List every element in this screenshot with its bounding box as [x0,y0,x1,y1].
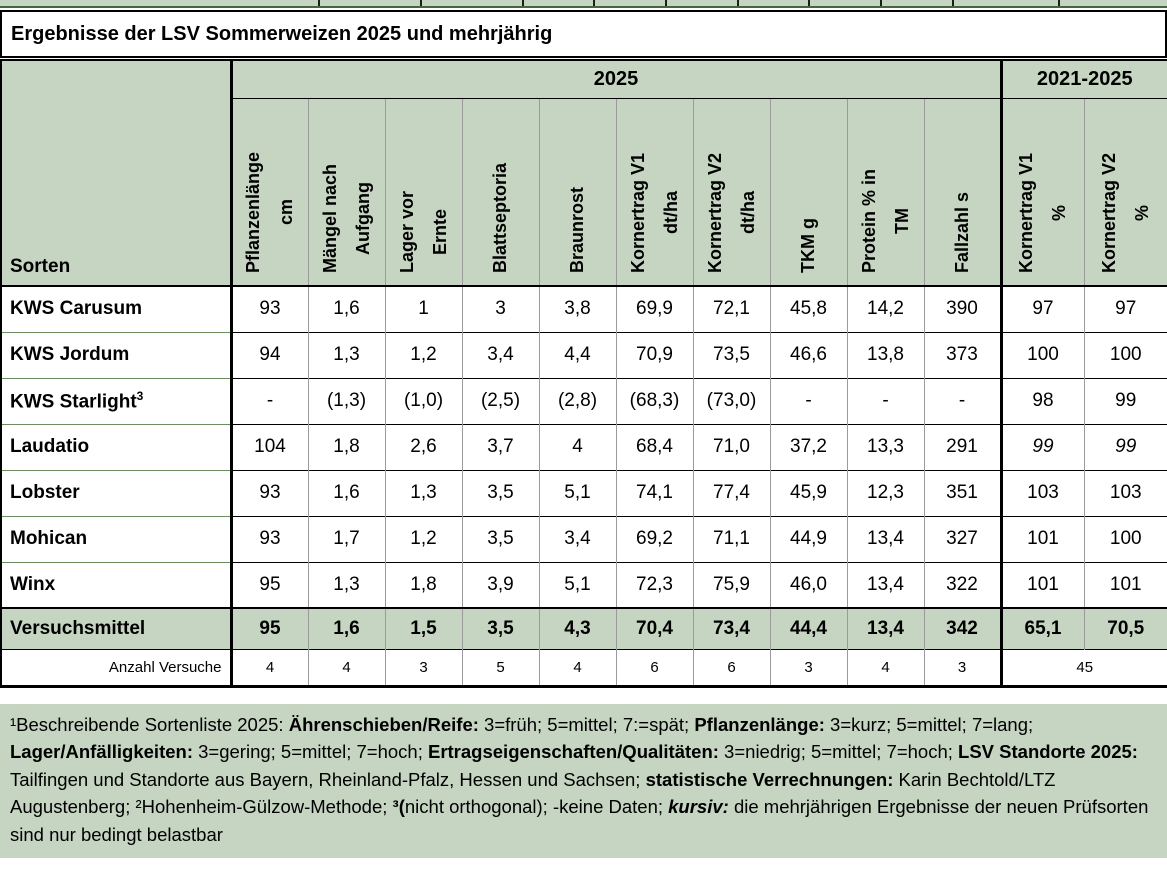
value-cell: 342 [924,608,1001,649]
footnote-segment: Ährenschieben/Reife: [288,713,479,735]
value-cell: 95 [231,562,308,608]
value-cell: - [924,378,1001,424]
value-cell: 101 [1001,516,1084,562]
rotated-header-text: Protein % in TM [858,168,912,273]
page-title: Ergebnisse der LSV Sommerweizen 2025 und mehrjährig [11,22,553,45]
variety-row-lobster [1,470,1167,516]
value-cell: (2,8) [539,378,616,424]
value-cell: 72,1 [693,286,770,332]
value-cell: 100 [1084,516,1167,562]
value-cell: 73,4 [693,608,770,649]
value-cell: 97 [1084,286,1167,332]
top-strip-tick [318,0,320,6]
value-cell: 2,6 [385,424,462,470]
footnote-segment: 3=gering; 5=mittel; 7=hoch; [192,741,428,762]
value-cell: (1,3) [308,378,385,424]
value-cell: 99 [1001,424,1084,470]
count-row-anzahl-versuche [1,649,1167,686]
value-cell: 12,3 [847,470,924,516]
variety-row-laudatio [1,424,1167,470]
value-cell: - [770,378,847,424]
value-cell: 3,5 [462,608,539,649]
value-cell: 1,3 [308,332,385,378]
value-cell: 3,5 [462,516,539,562]
value-cell: 3,4 [539,516,616,562]
column-header-lager-vor-ernte [385,98,462,286]
variety-row-winx [1,562,1167,608]
value-cell: 1,3 [385,470,462,516]
rotated-header-text: Kornertrag V1 dt/ha [627,152,681,273]
rotated-header-text: Lager vor Ernte [396,190,450,273]
value-cell: - [847,378,924,424]
value-cell: 5,1 [539,562,616,608]
value-cell: 373 [924,332,1001,378]
footnote-segment: Lager/Anfälligkeiten: [10,741,193,762]
value-cell: 45,8 [770,286,847,332]
column-header-pflanzenlaenge-cm [231,98,308,286]
value-cell: (73,0) [693,378,770,424]
value-cell: 327 [924,516,1001,562]
column-header-blattseptoria [462,98,539,286]
value-cell: 13,4 [847,608,924,649]
value-cell: 100 [1001,332,1084,378]
value-cell: 73,5 [693,332,770,378]
value-cell: 94 [231,332,308,378]
top-strip-tick [665,0,667,6]
footnote [0,704,1167,859]
count-label: Anzahl Versuche [1,649,231,686]
value-cell: 99 [1084,378,1167,424]
top-strip-tick [737,0,739,6]
value-cell: 69,9 [616,286,693,332]
rotated-header-text: Kornertrag V2 % [1098,152,1152,273]
value-cell: 104 [231,424,308,470]
value-cell: 37,2 [770,424,847,470]
value-cell: 3,4 [462,332,539,378]
variety-name: KWS Carusum [1,286,231,332]
value-cell: 4 [539,424,616,470]
value-cell: 46,6 [770,332,847,378]
value-cell: (2,5) [462,378,539,424]
value-cell: 93 [231,286,308,332]
variety-row-mohican [1,516,1167,562]
top-strip-tick [1058,0,1060,6]
footnote-segment: Ertragseigenschaften/Qualitäten: [427,741,719,762]
rotated-header-text: Pflanzenlänge cm [243,151,296,273]
sorten-label: Sorten [10,256,71,277]
value-cell: 1,2 [385,516,462,562]
column-header-kornertrag-v2-pct [1084,98,1167,286]
value-cell: 72,3 [616,562,693,608]
value-cell: 6 [693,649,770,686]
top-strip-tick [593,0,595,6]
rotated-header-text: Mängel nach Aufgang [319,163,373,273]
value-cell: 3,5 [462,470,539,516]
value-cell: 13,4 [847,562,924,608]
footnote-segment: Karin Bechtold/LTZ Augustenberg; ²Hohenheim-Gülzow-Methode; [10,768,1056,817]
footnote-segment: LSV Standorte 2025: [958,741,1138,762]
value-cell: 291 [924,424,1001,470]
value-cell: 1,3 [308,562,385,608]
title-bar [0,10,1167,58]
variety-name: KWS Jordum [1,332,231,378]
variety-name: Winx [1,562,231,608]
variety-name: Laudatio [1,424,231,470]
value-cell: 4 [847,649,924,686]
value-cell: 69,2 [616,516,693,562]
value-cell: 77,4 [693,470,770,516]
column-header-kornertrag-v1-dt-ha [616,98,693,286]
value-cell: 70,5 [1084,608,1167,649]
value-cell: 45,9 [770,470,847,516]
variety-name: KWS Starlight$^3$ [1,378,231,424]
group-header-row [1,60,1167,98]
value-cell: 14,2 [847,286,924,332]
value-cell: 74,1 [616,470,693,516]
column-header-braunrost [539,98,616,286]
value-cell: 3 [462,286,539,332]
value-cell: 46,0 [770,562,847,608]
value-cell: 70,9 [616,332,693,378]
value-cell: 1,7 [308,516,385,562]
value-cell: 70,4 [616,608,693,649]
footnote-segment: kursiv: [668,796,729,817]
value-cell: 13,3 [847,424,924,470]
value-cell: 4,4 [539,332,616,378]
results-table [0,59,1167,688]
rotated-header-text: Kornertrag V2 dt/ha [704,152,758,273]
value-cell: 1,6 [308,286,385,332]
column-header-maengel-nach-aufgang [308,98,385,286]
value-cell: 1,5 [385,608,462,649]
top-strip-tick [808,0,810,6]
value-cell: 351 [924,470,1001,516]
value-cell: 4 [231,649,308,686]
variety-row-kws-carusum [1,286,1167,332]
footnote-segment: statistische Verrechnungen: [645,768,894,790]
column-header-protein-pct-in-tm [847,98,924,286]
top-strip-tick [522,0,524,6]
top-strip [0,0,1167,8]
value-cell: 1,8 [308,424,385,470]
value-cell: (1,0) [385,378,462,424]
value-cell: 95 [231,608,308,649]
value-cell: 5,1 [539,470,616,516]
value-cell: 3,9 [462,562,539,608]
value-cell: 99 [1084,424,1167,470]
value-cell: 6 [616,649,693,686]
value-cell: 93 [231,516,308,562]
rotated-header-text: Blattseptoria [490,162,510,273]
group-header-2025: 2025 [231,60,1001,98]
value-cell: - [231,378,308,424]
value-cell: 3,7 [462,424,539,470]
value-cell: 101 [1001,562,1084,608]
value-cell: 3 [770,649,847,686]
value-cell: 68,4 [616,424,693,470]
footnote-segment: ¹Beschreibende Sortenliste 2025: [10,713,289,735]
summary-label: Versuchsmittel [1,608,231,649]
value-cell: 4 [308,649,385,686]
rotated-header-text: Kornertrag V1 % [1016,152,1069,273]
value-cell: 1,6 [308,470,385,516]
value-cell: 13,4 [847,516,924,562]
summary-row-versuchsmittel [1,608,1167,649]
rotated-header-text: Braunrost [567,186,587,273]
value-cell: 103 [1084,470,1167,516]
footnote-segment: 3=früh; 5=mittel; 7:=spät; [478,713,695,735]
value-cell: 1,8 [385,562,462,608]
value-cell: 71,1 [693,516,770,562]
value-cell: 13,8 [847,332,924,378]
value-cell: 71,0 [693,424,770,470]
variety-row-kws-starlight [1,378,1167,424]
column-header-tkm-g [770,98,847,286]
value-cell: 101 [1084,562,1167,608]
column-header-kornertrag-v1-pct [1001,98,1084,286]
value-cell: (68,3) [616,378,693,424]
value-cell: 1,2 [385,332,462,378]
top-strip-tick [420,0,422,6]
footnote-segment: Pflanzenlänge: [694,713,825,735]
variety-row-kws-jordum [1,332,1167,378]
value-cell: 1 [385,286,462,332]
value-cell: 100 [1084,332,1167,378]
value-cell: 322 [924,562,1001,608]
variety-name: Lobster [1,470,231,516]
value-cell: 65,1 [1001,608,1084,649]
rotated-header-text: Fallzahl s [951,191,972,273]
value-cell: 4 [539,649,616,686]
value-cell: 97 [1001,286,1084,332]
value-cell: 44,9 [770,516,847,562]
value-cell: 44,4 [770,608,847,649]
value-cell: 5 [462,649,539,686]
value-cell: 3,8 [539,286,616,332]
column-header-sorten [1,60,231,286]
footnote-segment: Tailfingen und Standorte aus Bayern, Rheinland-Pfalz, Hessen und Sachsen; [10,768,646,790]
top-strip-tick [952,0,954,6]
footnote-segment: nicht orthogonal); -keine Daten; [404,796,669,817]
value-cell: 1,6 [308,608,385,649]
value-cell: 75,9 [693,562,770,608]
top-strip-tick [880,0,882,6]
value-cell: 98 [1001,378,1084,424]
column-header-fallzahl-s [924,98,1001,286]
group-header-2021-2025: 2021-2025 [1001,60,1167,98]
footnote-segment: 3=niedrig; 5=mittel; 7=hoch; [718,741,959,762]
value-cell: 390 [924,286,1001,332]
count-combined: 45 [1001,649,1167,686]
value-cell: 103 [1001,470,1084,516]
column-header-kornertrag-v2-dt-ha [693,98,770,286]
rotated-header-text: TKM g [798,218,818,273]
value-cell: 3 [385,649,462,686]
footnote-segment: die mehrjährigen Ergebnisse der neuen Prüfsorten sind nur bedingt belastbar [10,796,1149,845]
value-cell: 93 [231,470,308,516]
value-cell: 3 [924,649,1001,686]
variety-name: Mohican [1,516,231,562]
footnote-segment: ³( [392,796,405,817]
value-cell: 4,3 [539,608,616,649]
footnote-segment: 3=kurz; 5=mittel; 7=lang; [824,713,1034,735]
